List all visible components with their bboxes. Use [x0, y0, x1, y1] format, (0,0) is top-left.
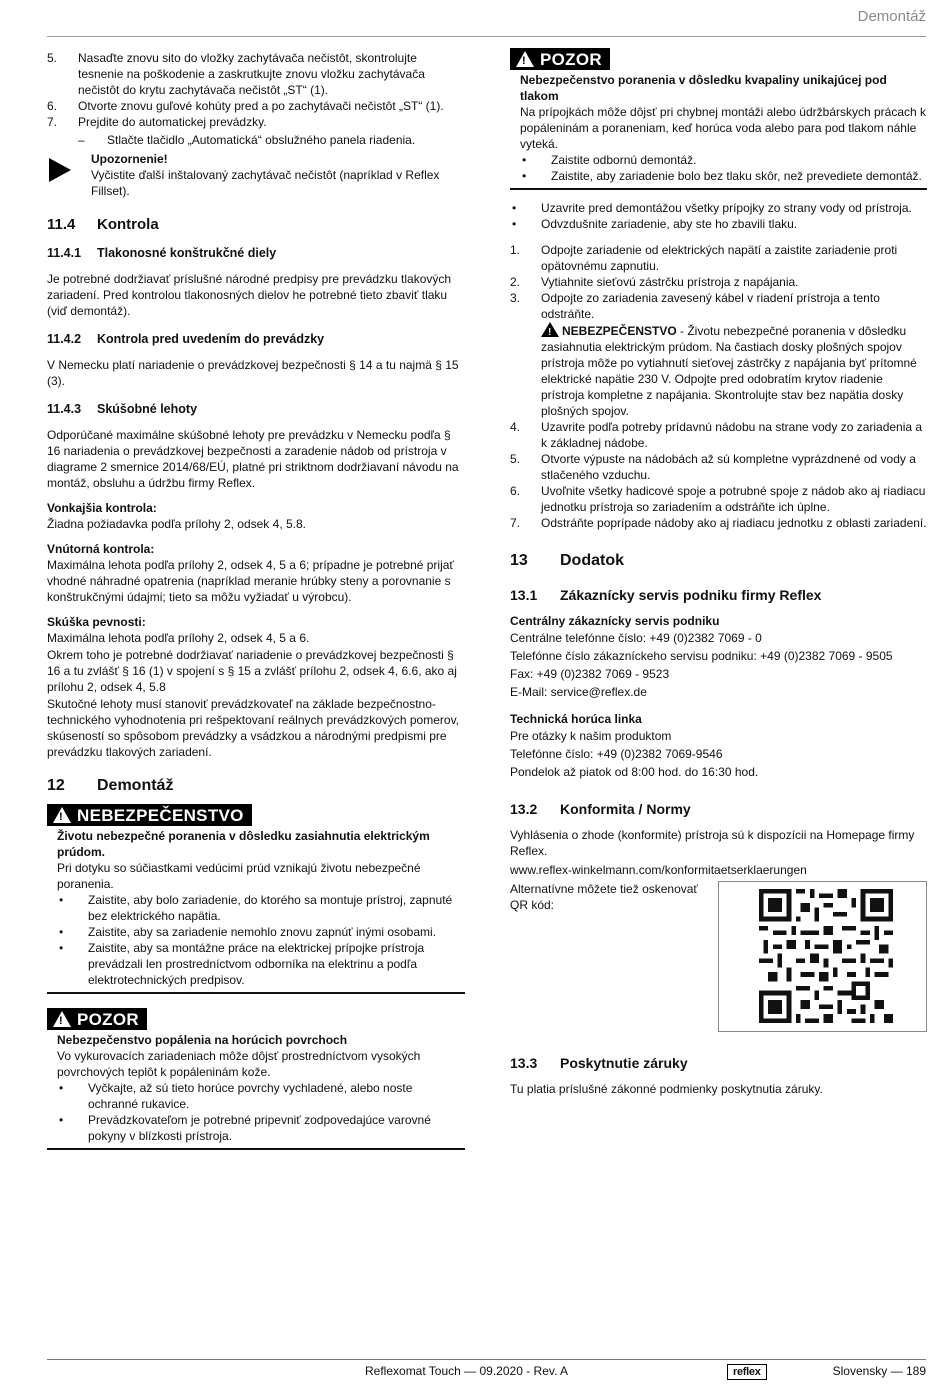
- subheading-hotline: Technická horúca linka: [510, 712, 642, 726]
- contact-line: Pondelok až piatok od 8:00 hod. do 16:30 hod.: [510, 765, 759, 779]
- contact-line: Fax: +49 (0)2382 7069 - 9523: [510, 667, 670, 681]
- section-heading-11-4: 11.4 Kontrola: [47, 216, 159, 233]
- section-heading-12: 12 Demontáž: [47, 777, 174, 794]
- qr-code-icon[interactable]: [759, 889, 893, 1023]
- list-item: 1. Odpojte zariadenie od elektrických napätí a zaistite zariadenie proti opätovnému zapnutiu.: [510, 243, 898, 273]
- subheading-strength-test: Skúška pevnosti:: [47, 615, 146, 629]
- list-item: • Zaistite, aby sa zariadenie nemohlo znovu zapnúť inými osobami.: [57, 924, 465, 940]
- disassembly-steps: [510, 242, 927, 322]
- note-title: Upozornenie!: [91, 152, 168, 166]
- qr-frame: [718, 881, 927, 1032]
- warning-title: Nebezpečenstvo poranenia v dôsledku kvapaliny unikajúcej pod tlakom: [520, 73, 887, 103]
- list-item: • Zaistite, aby bolo zariadenie, do ktorého sa montuje prístroj, zapnuté bez elektrického napätia.: [57, 892, 465, 924]
- list-item: • Zaistite odbornú demontáž.: [520, 152, 927, 168]
- list-item: 4. Uzavrite podľa potreby prídavnú nádobu na strane vody zo zariadenia a k základnej nádobe.: [510, 420, 923, 450]
- section-heading-13-3: 13.3 Poskytnutie záruky: [510, 1055, 688, 1071]
- pre-steps-list: [510, 200, 927, 232]
- danger-warning-box: [47, 804, 465, 994]
- subheading-inner-check: Vnútorná kontrola:: [47, 542, 155, 556]
- warning-list: [520, 152, 927, 184]
- contact-line: Telefónne číslo: +49 (0)2382 7069-9546: [510, 747, 723, 761]
- continued-steps: [47, 50, 465, 130]
- contact-line: Centrálne telefónne číslo: +49 (0)2382 7069 - 0: [510, 631, 762, 645]
- list-item: 2. Vytiahnite sieťovú zástrčku prístroja z napájania.: [510, 275, 799, 289]
- warning-text: Na prípojkách môže dôjsť pri chybnej montáži alebo údržbárskych prácach k popáleninám a poraneniam, keď horúca voda alebo para pod tlakom náhle vyteká.: [520, 105, 927, 151]
- section-heading-13: 13 Dodatok: [510, 552, 624, 569]
- list-item: • Vyčkajte, až sú tieto horúce povrchy vychladené, alebo noste ochranné rukavice.: [57, 1080, 465, 1112]
- paragraph: Maximálna lehota podľa prílohy 2, odsek 4, 5 a 6.: [47, 631, 310, 645]
- inline-danger-note: !NEBEZPEČENSTVO - Životu nebezpečné poranenia v dôsledku zasiahnutia elektrickým prúdom. Na častiach dosky plošných spojov prístroja môže po vytiahnutí sieťovej zástrčky z napájania byť prítomné elektrické napätie 230 V. Odpojte pred odobratím krytov riadenie prístroja kompletne z napájania. Skontrolujte stav bez napätia dosky plošných spojov.: [510, 322, 927, 419]
- section-heading-11-4-3: 11.4.3 Skúšobné lehoty: [47, 402, 198, 416]
- paragraph: Okrem toho je potrebné dodržiavať nariadenie o prevádzkovej bezpečnosti § 16 a tu zvlášť § 16 (1) v spojení s § 15 a zvlášť prílohu 2, odsek 4, 6.6, ako aj prílohu 2, odsek 4, 5.8: [47, 648, 457, 694]
- section-heading-11-4-2: 11.4.2 Kontrola pred uvedením do prevádzky: [47, 332, 325, 346]
- conformity-link[interactable]: www.reflex-winkelmann.com/konformitaetserklaerungen: [510, 863, 807, 877]
- footer-divider: [47, 1359, 926, 1360]
- qr-text: Alternatívne môžete tiež oskenovať QR kód:: [510, 882, 698, 912]
- list-item: • Odvzdušnite zariadenie, aby ste ho zbavili tlaku.: [510, 216, 927, 232]
- sub-step: – Stlačte tlačidlo „Automatická“ obslužného panela riadenia.: [78, 133, 416, 147]
- list-item: 6. Otvorte znovu guľové kohúty pred a po zachytávači nečistôt „ST“ (1).: [47, 99, 444, 113]
- warning-title: Nebezpečenstvo popálenia na horúcich povrchoch: [57, 1033, 348, 1047]
- warning-text: Pri dotyku so súčiastkami vedúcimi prúd vznikajú životu nebezpečné poranenia.: [57, 861, 421, 891]
- list-item: 3. Odpojte zo zariadenia zavesený kábel v riadení prístroja a tento odstráňte.: [510, 291, 880, 321]
- note-block: [47, 151, 465, 199]
- qr-section: [510, 881, 927, 1031]
- section-heading-11-4-1: 11.4.1 Tlakonosné konštrukčné diely: [47, 246, 277, 260]
- contact-line: Pre otázky k našim produktom: [510, 729, 672, 743]
- list-item: • Uzavrite pred demontážou všetky prípojky zo strany vody od prístroja.: [510, 200, 927, 216]
- disassembly-steps-continued: [510, 419, 927, 531]
- paragraph: Tu platia príslušné zákonné podmienky poskytnutia záruky.: [510, 1082, 823, 1096]
- right-column: [510, 50, 927, 1105]
- warning-list: [57, 892, 465, 988]
- left-column: [47, 50, 465, 1160]
- email-link[interactable]: E-Mail: service@reflex.de: [510, 685, 647, 699]
- footer-document-title: Reflexomat Touch — 09.2020 - Rev. A: [365, 1364, 568, 1378]
- warning-text: Vo vykurovacích zariadeniach môže dôjsť prostredníctvom vysokých povrchových teplôt k popáleninám kože.: [57, 1049, 421, 1079]
- paragraph: Maximálna lehota podľa prílohy 2, odsek 4, 5 a 6; prípadne je potrebné prijať vhodné náhradné opatrenia (napríklad meranie hrúbky steny a porovnanie s konštrukčnými údajmi; tieto sa môžu vyžiadať u výrobcu).: [47, 558, 454, 604]
- footer-page-number: Slovensky — 189: [832, 1364, 926, 1378]
- list-item: 5. Nasaďte znovu sito do vložky zachytávača nečistôt, skontrolujte tesnenie na poškodenie a zaskrutkujte znovu vložku zachytávača nečistôt do krytu zachytávača nečistôt „ST“ (1).: [47, 51, 425, 97]
- list-item: 5. Otvorte výpuste na nádobách až sú kompletne vyprázdnené od vody a stlačeného vzduchu.: [510, 452, 916, 482]
- warning-list: [57, 1080, 465, 1144]
- warning-icon: [53, 1011, 71, 1027]
- warning-title: Životu nebezpečné poranenia v dôsledku zasiahnutia elektrickým prúdom.: [57, 829, 430, 859]
- contact-line: Telefónne číslo zákazníckeho servisu podniku: +49 (0)2382 7069 - 9505: [510, 649, 893, 663]
- caution-warning-box: [47, 1008, 465, 1150]
- header-divider: [47, 36, 926, 37]
- list-item: 7. Odstráňte poprípade nádoby ako aj riadiacu jednotku z oblasti zariadení.: [510, 516, 927, 530]
- danger-badge: !NEBEZPEČENSTVO: [47, 804, 252, 826]
- arrow-right-icon: [49, 158, 71, 182]
- subheading-central-service: Centrálny zákaznícky servis podniku: [510, 614, 720, 628]
- reflex-logo: reflex: [727, 1364, 767, 1380]
- paragraph: Odporúčané maximálne skúšobné lehoty pre prevádzku v Nemecku podľa § 16 nariadenia o prevádzkovej bezpečnosti a zaradenie nádob od prístroja v diagrame 2 smernice 2014/68/EÚ, platné pri striktnom dodržiavaní návodu na montáž, obsluhu a údržbu firmy Reflex.: [47, 428, 459, 490]
- list-item: • Prevádzkovateľom je potrebné pripevniť zodpovedajúce varovné pokyny v blízkosti prístroja.: [57, 1112, 465, 1144]
- paragraph: Žiadna požiadavka podľa prílohy 2, odsek 4, 5.8.: [47, 517, 307, 531]
- list-item: • Zaistite, aby sa montážne práce na elektrickej prípojke prístroja prevádzali len prostredníctvom odborníka na elektrinu a podľa elektrotechnických predpisov.: [57, 940, 465, 988]
- list-item: 7. Prejdite do automatickej prevádzky.: [47, 115, 267, 129]
- warning-icon: [516, 51, 534, 67]
- section-heading-13-2: 13.2 Konformita / Normy: [510, 801, 691, 817]
- section-heading-13-1: 13.1 Zákaznícky servis podniku firmy Reflex: [510, 587, 822, 603]
- list-item: • Zaistite, aby zariadenie bolo bez tlaku skôr, než prevediete demontáž.: [520, 168, 927, 184]
- list-item: 6. Uvoľnite všetky hadicové spoje a potrubné spoje z nádob ako aj riadiacu jednotku prístroja so zariadením a odstráňte ich úplne.: [510, 484, 926, 514]
- caution-badge: !POZOR: [47, 1008, 147, 1030]
- warning-icon: [541, 322, 559, 337]
- caution-badge: !POZOR: [510, 48, 610, 70]
- paragraph: Skutočné lehoty musí stanoviť prevádzkovateľ na základe bezpečnostno-technického vyhodnotenia pri rešpektovaní reálnych prevádzkových pomerov, skúseností so spôsobom prevádzky a vsádzkou a národnými predpismi pre prevádzku tlakových zariadení.: [47, 697, 460, 759]
- page-header-title: Demontáž: [857, 8, 926, 25]
- subheading-outer-check: Vonkajšia kontrola:: [47, 501, 157, 515]
- paragraph: Vyhlásenia o zhode (konformite) prístroja sú k dispozícii na Homepage firmy Reflex.: [510, 828, 915, 858]
- note-text: Vyčistite ďalší inštalovaný zachytávač nečistôt (napríklad v Reflex Fillset).: [91, 168, 440, 198]
- warning-icon: [53, 807, 71, 823]
- paragraph: V Nemecku platí nariadenie o prevádzkovej bezpečnosti § 14 a tu najmä § 15 (3).: [47, 358, 459, 388]
- caution-warning-box: [510, 48, 927, 190]
- paragraph: Je potrebné dodržiavať príslušné národné predpisy pre prevádzku tlakových zariadení. Pred kontrolou tlakonosných dielov he potrebné tieto zbaviť tlaku (viď demontáž).: [47, 272, 452, 318]
